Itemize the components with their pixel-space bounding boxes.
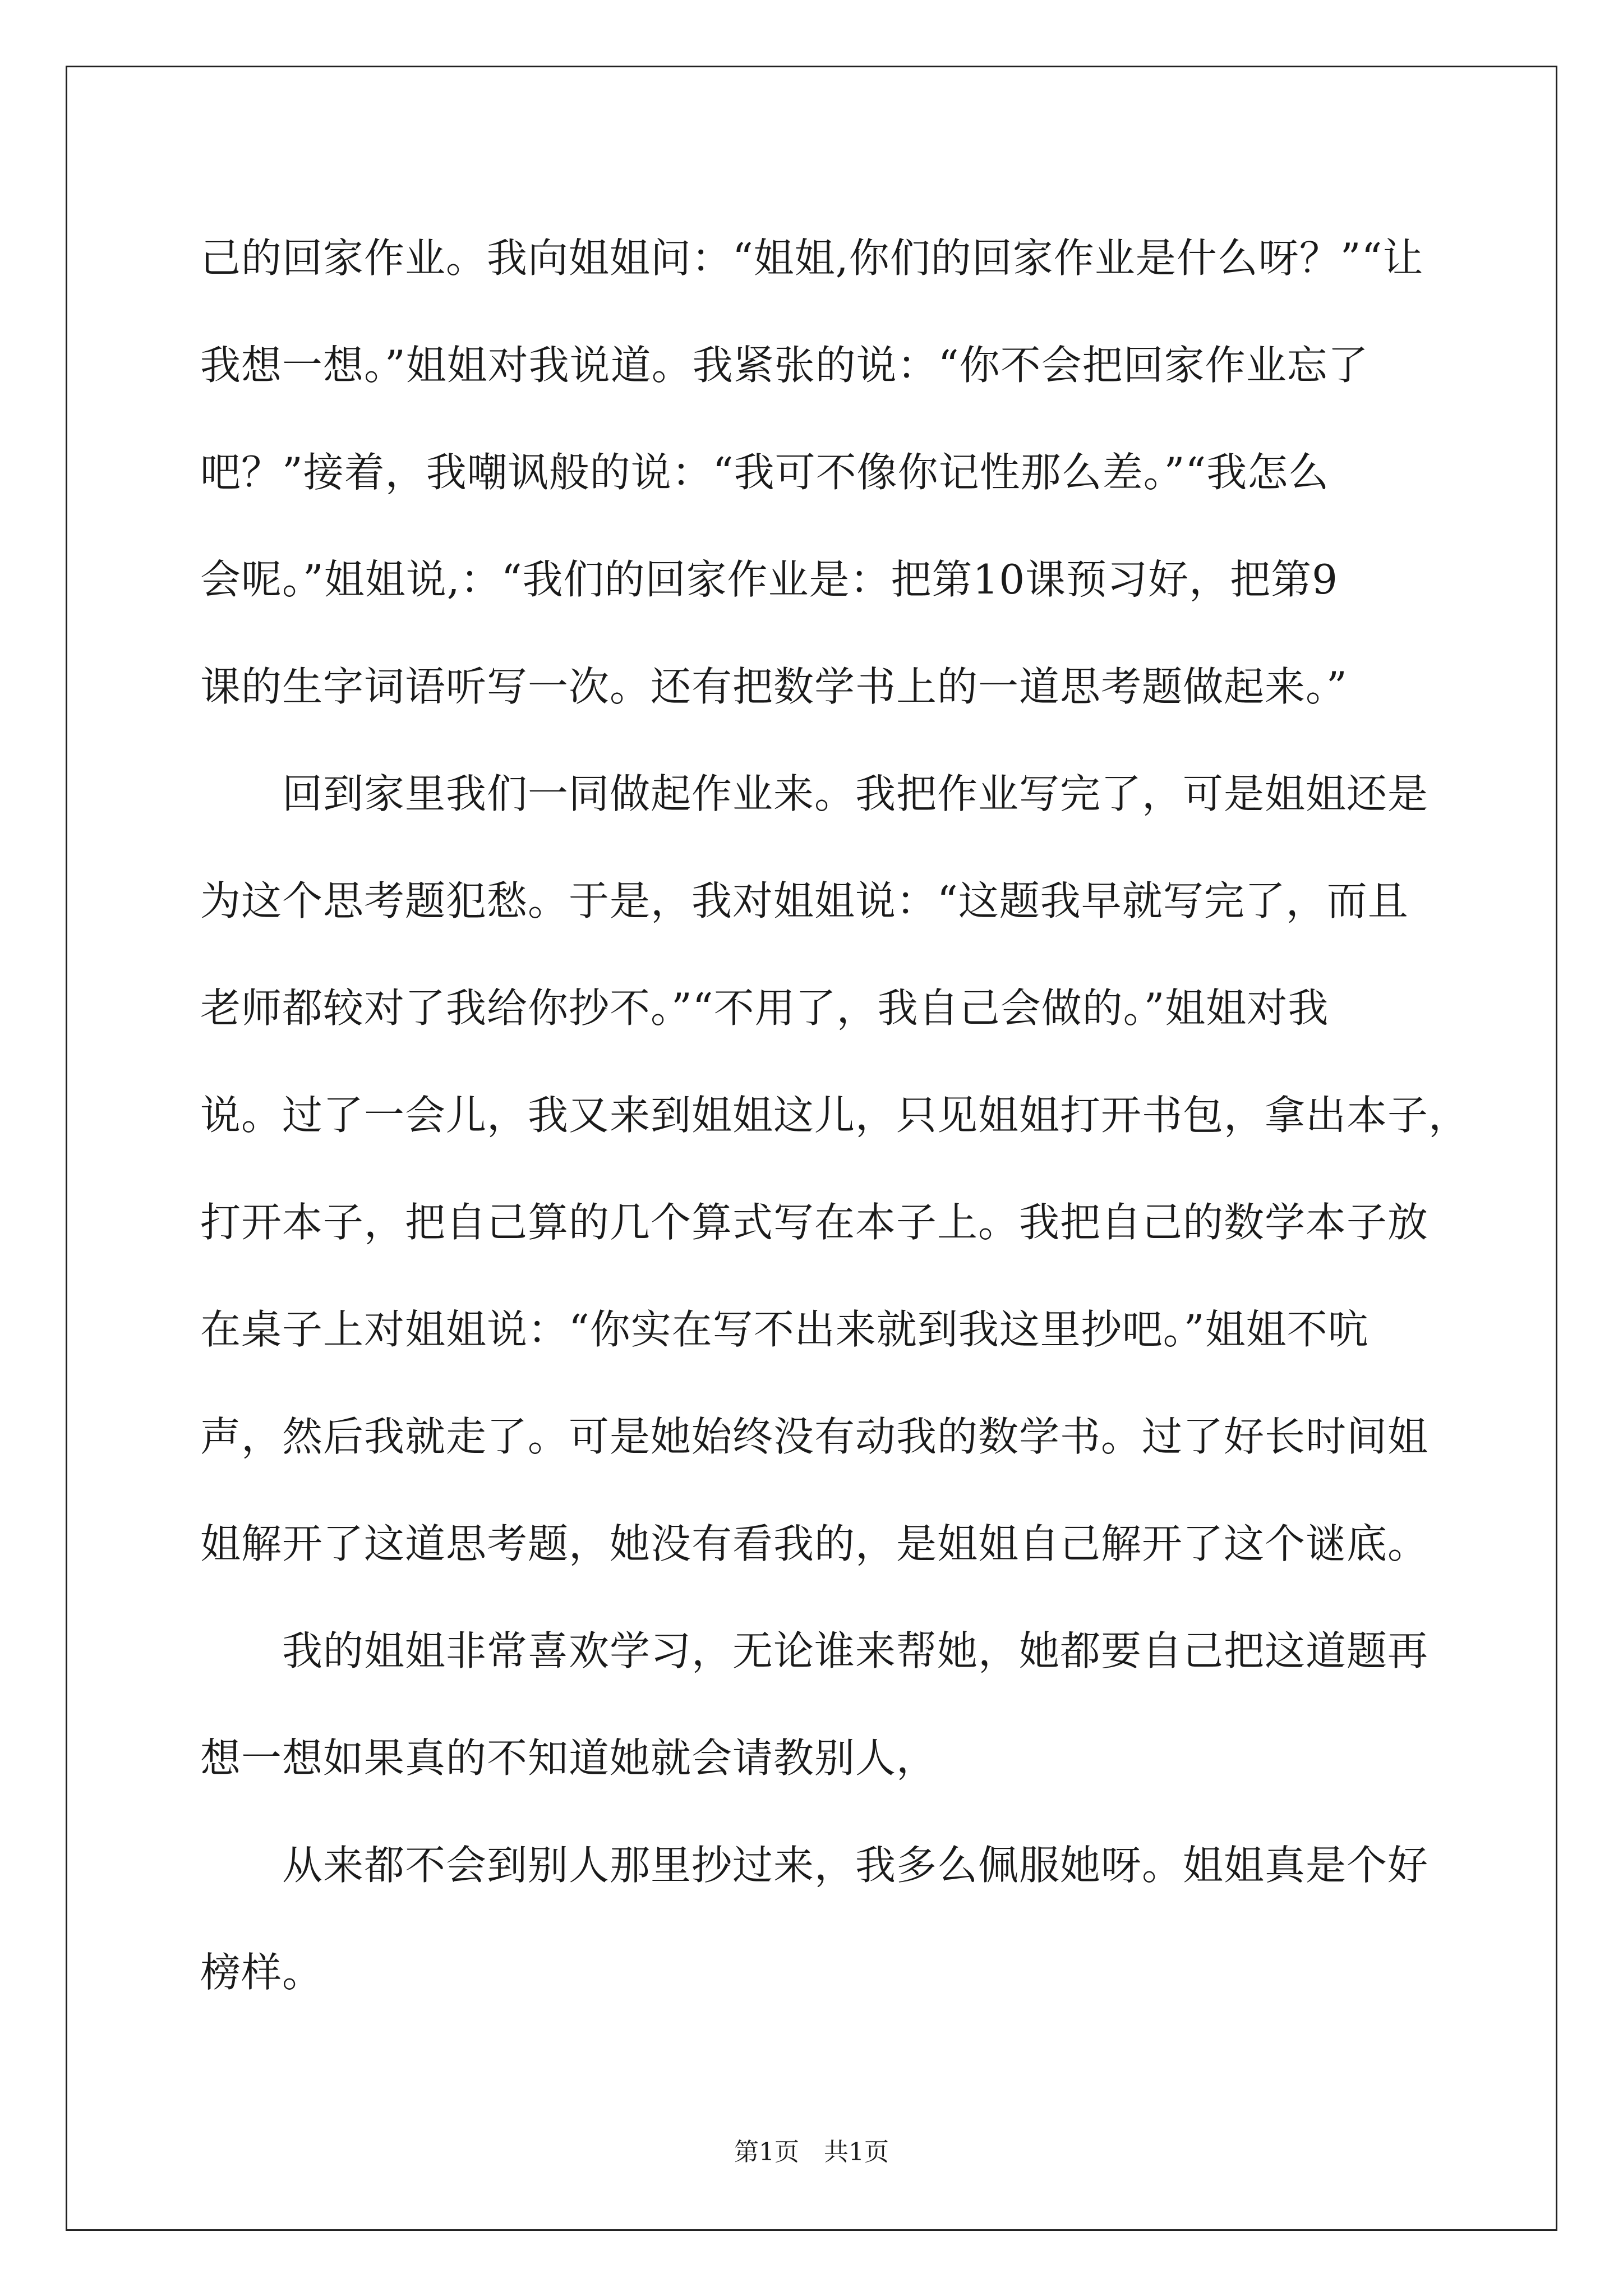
document-body [200, 205, 1470, 2026]
text-line: 老师都较对了我给你抄不。”“不用了，我自己会做的。”姐姐对我 [200, 984, 1329, 1032]
text-line: 为这个思考题犯愁。于是，我对姐姐说：“这题我早就写完了，而且 [200, 877, 1409, 924]
text-line: 声，然后我就走了。可是她始终没有动我的数学书。过了好长时间姐 [200, 1413, 1429, 1460]
text-line: 会呢。”姐姐说,：“我们的回家作业是：把第10课预习好，把第9 [200, 556, 1338, 603]
text-line: 吧？”接着，我嘲讽般的说：“我可不像你记性那么差。”“我怎么 [200, 449, 1330, 496]
text-line: 打开本子，把自己算的几个算式写在本子上。我把自己的数学本子放 [200, 1199, 1429, 1246]
text-line: 我的姐姐非常喜欢学习，无论谁来帮她，她都要自己把这道题再 [200, 1627, 1429, 1674]
text-line: 我想一想。”姐姐对我说道。我紧张的说：“你不会把回家作业忘了 [200, 342, 1369, 389]
page-footer: 第1页 共1页 [734, 2138, 889, 2166]
text-line: 课的生字词语听写一次。还有把数学书上的一道思考题做起来。” [200, 663, 1348, 710]
text-line: 回到家里我们一同做起作业来。我把作业写完了，可是姐姐还是 [200, 770, 1429, 817]
text-line: 说。过了一会儿，我又来到姐姐这儿，只见姐姐打开书包，拿出本子， [200, 1092, 1470, 1139]
text-line: 从来都不会到别人那里抄过来，我多么佩服她呀。姐姐真是个好 [200, 1842, 1429, 1889]
text-line: 想一想如果真的不知道她就会请教别人， [200, 1734, 938, 1782]
text-line: 姐解开了这道思考题，她没有看我的，是姐姐自己解开了这个谜底。 [200, 1520, 1429, 1567]
text-line: 己的回家作业。我向姐姐问：“姐姐,你们的回家作业是什么呀？”“让 [200, 234, 1424, 282]
text-line: 榜样。 [200, 1949, 324, 1996]
text-line: 在桌子上对姐姐说：“你实在写不出来就到我这里抄吧。”姐姐不吭 [200, 1306, 1369, 1353]
